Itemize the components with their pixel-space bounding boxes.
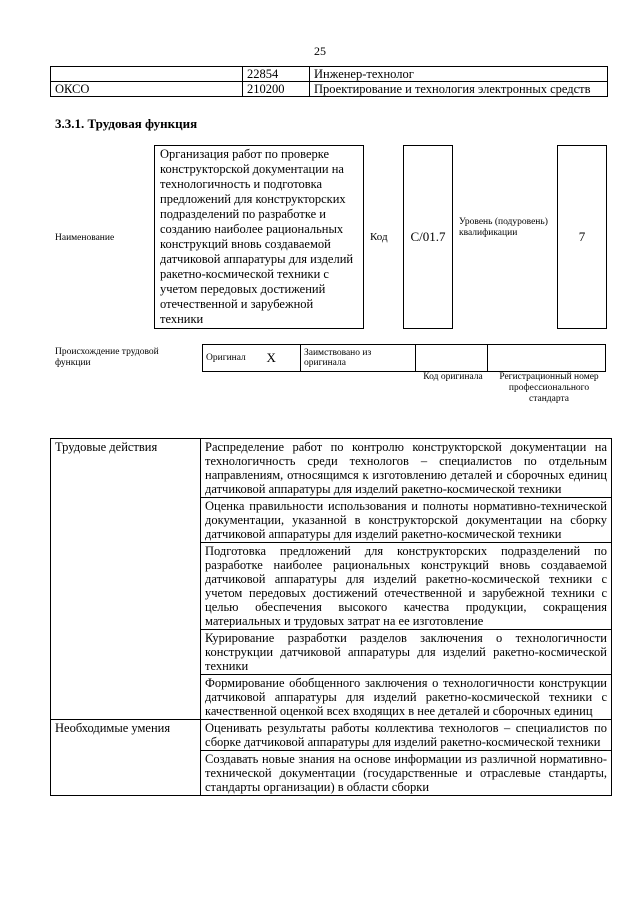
- okso-code: 22854: [243, 67, 310, 82]
- labor-action-item: Формирование обобщенного заключения о технологичности конструкции датчиковой аппаратуры для изделий ракетно-космической техники с качественной оценкой всех входящих в нее деталей и сборочных единиц: [201, 675, 612, 720]
- skill-item: Создавать новые знания на основе информации из различной нормативно-технической документации (государственные и отраслевые стандарты, стандарты организации) в области сборки: [201, 751, 612, 796]
- table-row: [203, 345, 606, 372]
- level-label: Уровень (подуровень) квалификации: [459, 217, 548, 238]
- skills-label: Необходимые умения: [51, 720, 201, 796]
- name-label: Наименование: [55, 233, 115, 243]
- code-caption: Код оригинала: [423, 372, 483, 382]
- function-code: C/01.7: [403, 145, 453, 329]
- table-row: [51, 439, 612, 498]
- original-mark: X: [261, 345, 301, 372]
- okso-col1: ОКСО: [51, 82, 243, 97]
- table-row: [51, 67, 608, 82]
- reg-number-cell: [488, 345, 606, 372]
- okso-col1: [51, 67, 243, 82]
- function-details-table: [50, 438, 612, 796]
- borrowed-label: Заимствовано из оригинала: [301, 345, 416, 372]
- labor-action-item: Курирование разработки разделов заключения о технологичности конструкции датчиковой аппаратуры для изделий ракетно-космической техники: [201, 630, 612, 675]
- reg-caption: Регистрационный номер профессионального стандарта: [499, 372, 599, 404]
- okso-code: 210200: [243, 82, 310, 97]
- code-label: Код: [370, 231, 388, 243]
- origin-table: [202, 344, 606, 372]
- original-code-cell: [416, 345, 488, 372]
- origin-label: Происхождение трудовой функции: [55, 347, 159, 368]
- labor-action-item: Подготовка предложений для конструкторских подразделений по разработке наиболее рациональных конструкций вновь создаваемой датчиковой аппаратуры для изделий ракетно-космической техники с учетом передовых достижений отечественной и зарубежной техники с целью обеспечения высокого качества продукции, сокращения материальных и трудовых затрат на ее изготовление: [201, 543, 612, 630]
- labor-action-item: Распределение работ по контролю конструкторской документации на технологичность среди технологов – специалистов по отдельным направлениям, относящимся к изготовлению деталей и сборочных единиц датчиковой аппаратуры для изделий ракетно-космической техники: [201, 439, 612, 498]
- table-row: [51, 82, 608, 97]
- original-label: Оригинал: [203, 345, 261, 372]
- labor-actions-label: Трудовые действия: [51, 439, 201, 720]
- okso-name: Проектирование и технология электронных средств: [310, 82, 608, 97]
- page-number: 25: [314, 44, 326, 58]
- okso-name: Инженер-технолог: [310, 67, 608, 82]
- section-title: 3.3.1. Трудовая функция: [55, 116, 198, 131]
- table-row: [51, 720, 612, 751]
- okso-table: [50, 66, 608, 97]
- function-name: Организация работ по проверке конструкторской документации на технологичность и подготовка предложений для конструкторских подразделений по разработке и созданию наиболее рациональных конструкций вновь создаваемой датчиковой аппаратуры для изделий ракетно-космической техники с учетом передовых достижений отечественной и зарубежной техники: [154, 145, 364, 329]
- labor-action-item: Оценка правильности использования и полноты нормативно-технической документации, указанной в конструкторской документации на сборку датчиковой аппаратуры для изделий ракетно-космической техники: [201, 498, 612, 543]
- qualification-level: 7: [557, 145, 607, 329]
- skill-item: Оценивать результаты работы коллектива технологов – специалистов по сборке датчиковой аппаратуры для изделий ракетно-космической техники: [201, 720, 612, 751]
